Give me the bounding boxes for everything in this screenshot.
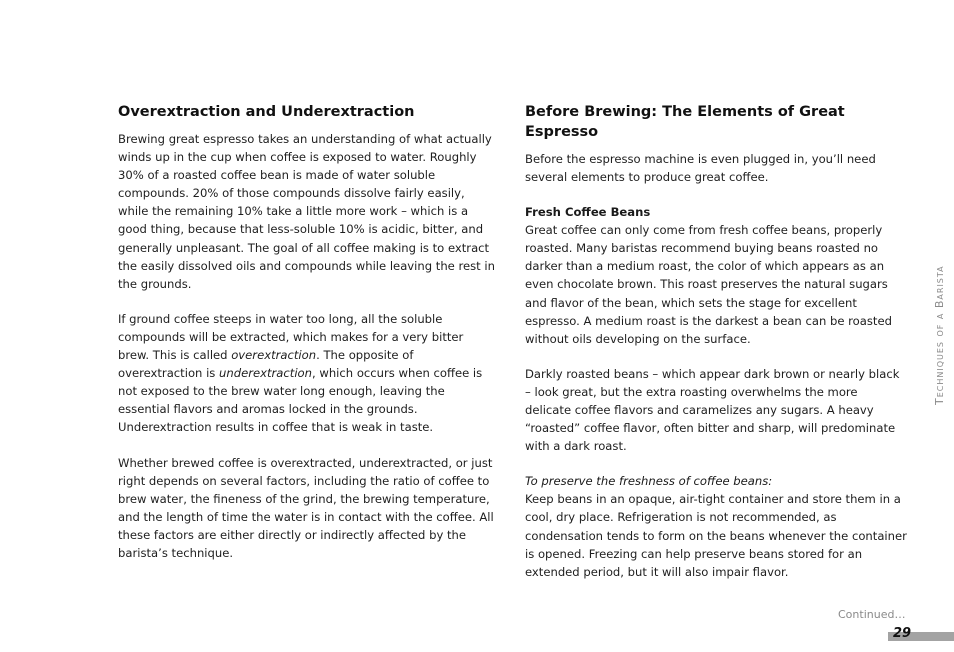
paragraph: Whether brewed coffee is overextracted, underextracted, or just right depends on several factors, including the ratio of coffee to brew water, the fineness of the grind, the brewing temperature, and the length of time the water is in contact with the coffee. All these factors are either directly or indirectly affected by the barista’s technique. (118, 455, 494, 560)
term-overextraction: overextraction (231, 348, 317, 363)
term-underextraction: underextraction (219, 366, 312, 381)
paragraph: Great coffee can only come from fresh coffee beans, properly roasted. Many baristas recommend buying beans roasted no darker than a medium roast, the color of which appears as an even chocolate brown. This roast preserves the natural sugars and flavor of the bean, which sets the stage for excellent espresso. A medium roast is the darkest a bean can be roasted without oils developing on the surface. (525, 223, 892, 346)
text: . The opposite of overextraction is (118, 348, 414, 381)
paragraph: Darkly roasted beans – which appear dark brown or nearly black – look great, but the extra roasting overwhelms the more delicate coffee flavors and caramelizes any sugars. A heavy “roasted” coffee flavor, often bitter and sharp, will predominate with a dark roast. (525, 366, 900, 454)
continued-label: Continued… (838, 608, 906, 621)
paragraph (118, 310, 498, 437)
paragraph: Brewing great espresso takes an understanding of what actually winds up in the cup when coffee is exposed to water. Roughly 30% of a roasted coffee bean is made of water soluble compounds. 20% of those compounds dissolve fairly easily, while the remaining 10% take a little more work – which is a good thing, because that less-soluble 10% is acidic, bitter, and generally unpleasant. The goal of all coffee making is to extract the easily dissolved oils and compounds while leaving the rest in the grounds. (118, 132, 495, 291)
text: If ground coffee steeps in water too long, all the soluble compounds will be extracted, which makes for a very bitter brew. This is called (118, 311, 464, 363)
paragraph: Before the espresso machine is even plugged in, you’ll need several elements to produce great coffee. (525, 152, 876, 185)
page-number: 29 (893, 626, 912, 641)
left-column (118, 102, 498, 562)
right-column (525, 102, 907, 581)
subheading-preserve-freshness: To preserve the freshness of coffee beans: (525, 474, 773, 489)
section-heading-extraction: Overextraction and Underextraction (118, 104, 415, 120)
text: , which occurs when coffee is not exposed to the brew water long enough, leaving the essential flavors and aromas locked in the grounds. Underextraction results in coffee that is weak in taste. (118, 366, 483, 435)
subheading-fresh-beans: Fresh Coffee Beans (525, 205, 651, 220)
section-heading-before-brewing: Before Brewing: The Elements of Great Espresso (525, 104, 845, 140)
paragraph: Keep beans in an opaque, air-tight container and store them in a cool, dry place. Refrigeration is not recommended, as condensation tends to form on the beans whenever the container is opened. Freezing can help preserve beans stored for an extended period, but it will also impair flavor. (525, 492, 907, 579)
sidebar-section-title: Techniques of a Barista (933, 265, 946, 405)
